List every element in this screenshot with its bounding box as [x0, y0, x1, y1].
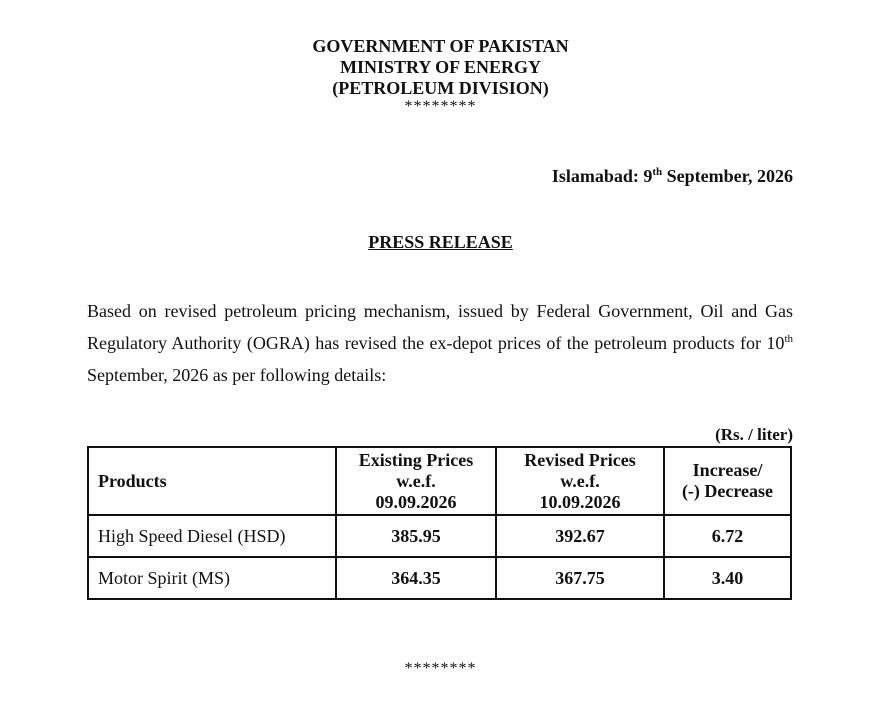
- paragraph-ordinal: th: [784, 333, 793, 345]
- unit-label: (Rs. / liter): [715, 425, 793, 444]
- dateline-ordinal: th: [652, 166, 663, 178]
- revised-price: 367.75: [496, 557, 664, 599]
- ministry-name: MINISTRY OF ENERGY: [339, 57, 542, 77]
- table-row: [88, 557, 791, 599]
- header-existing-line1: Existing Prices: [358, 449, 474, 470]
- paragraph-text: Based on revised petroleum pricing mechanism, issued by Federal Government, Oil and Gas Regulatory Authority (OGRA) has revised the ex-depot prices of the petroleum products for 10: [87, 301, 793, 353]
- letterhead: [0, 36, 881, 115]
- header-change: [664, 447, 791, 515]
- product-name: High Speed Diesel (HSD): [88, 515, 336, 557]
- government-name: GOVERNMENT OF PAKISTAN: [312, 36, 569, 56]
- header-change-line1: Increase/: [692, 460, 763, 480]
- revised-price: 392.67: [496, 515, 664, 557]
- header-separator: ********: [404, 98, 477, 115]
- existing-price: 385.95: [336, 515, 496, 557]
- table-header-row: [88, 447, 791, 515]
- table-row: [88, 515, 791, 557]
- press-release-title: PRESS RELEASE: [368, 232, 513, 252]
- header-revised-line3: 10.09.2026: [539, 491, 621, 512]
- price-table: [87, 446, 792, 600]
- header-revised-prices: [496, 447, 664, 515]
- dateline: [552, 166, 793, 187]
- dateline-place: Islamabad: 9: [551, 166, 653, 186]
- price-change: 3.40: [664, 557, 791, 599]
- header-change-line2: (-) Decrease: [681, 481, 774, 501]
- division-name: (PETROLEUM DIVISION): [332, 78, 549, 98]
- price-change: 6.72: [664, 515, 791, 557]
- paragraph-tail: September, 2026 as per following details:: [87, 365, 387, 385]
- body-paragraph: [87, 295, 793, 391]
- header-existing-line3: 09.09.2026: [375, 491, 457, 512]
- header-revised-line1: Revised Prices: [524, 449, 636, 470]
- footer-separator: ********: [404, 660, 477, 677]
- header-existing-prices: [336, 447, 496, 515]
- header-existing-line2: w.e.f.: [396, 470, 436, 491]
- existing-price: 364.35: [336, 557, 496, 599]
- dateline-date: September, 2026: [662, 166, 793, 186]
- header-products: Products: [88, 447, 336, 515]
- product-name: Motor Spirit (MS): [88, 557, 336, 599]
- header-revised-line2: w.e.f.: [560, 470, 600, 491]
